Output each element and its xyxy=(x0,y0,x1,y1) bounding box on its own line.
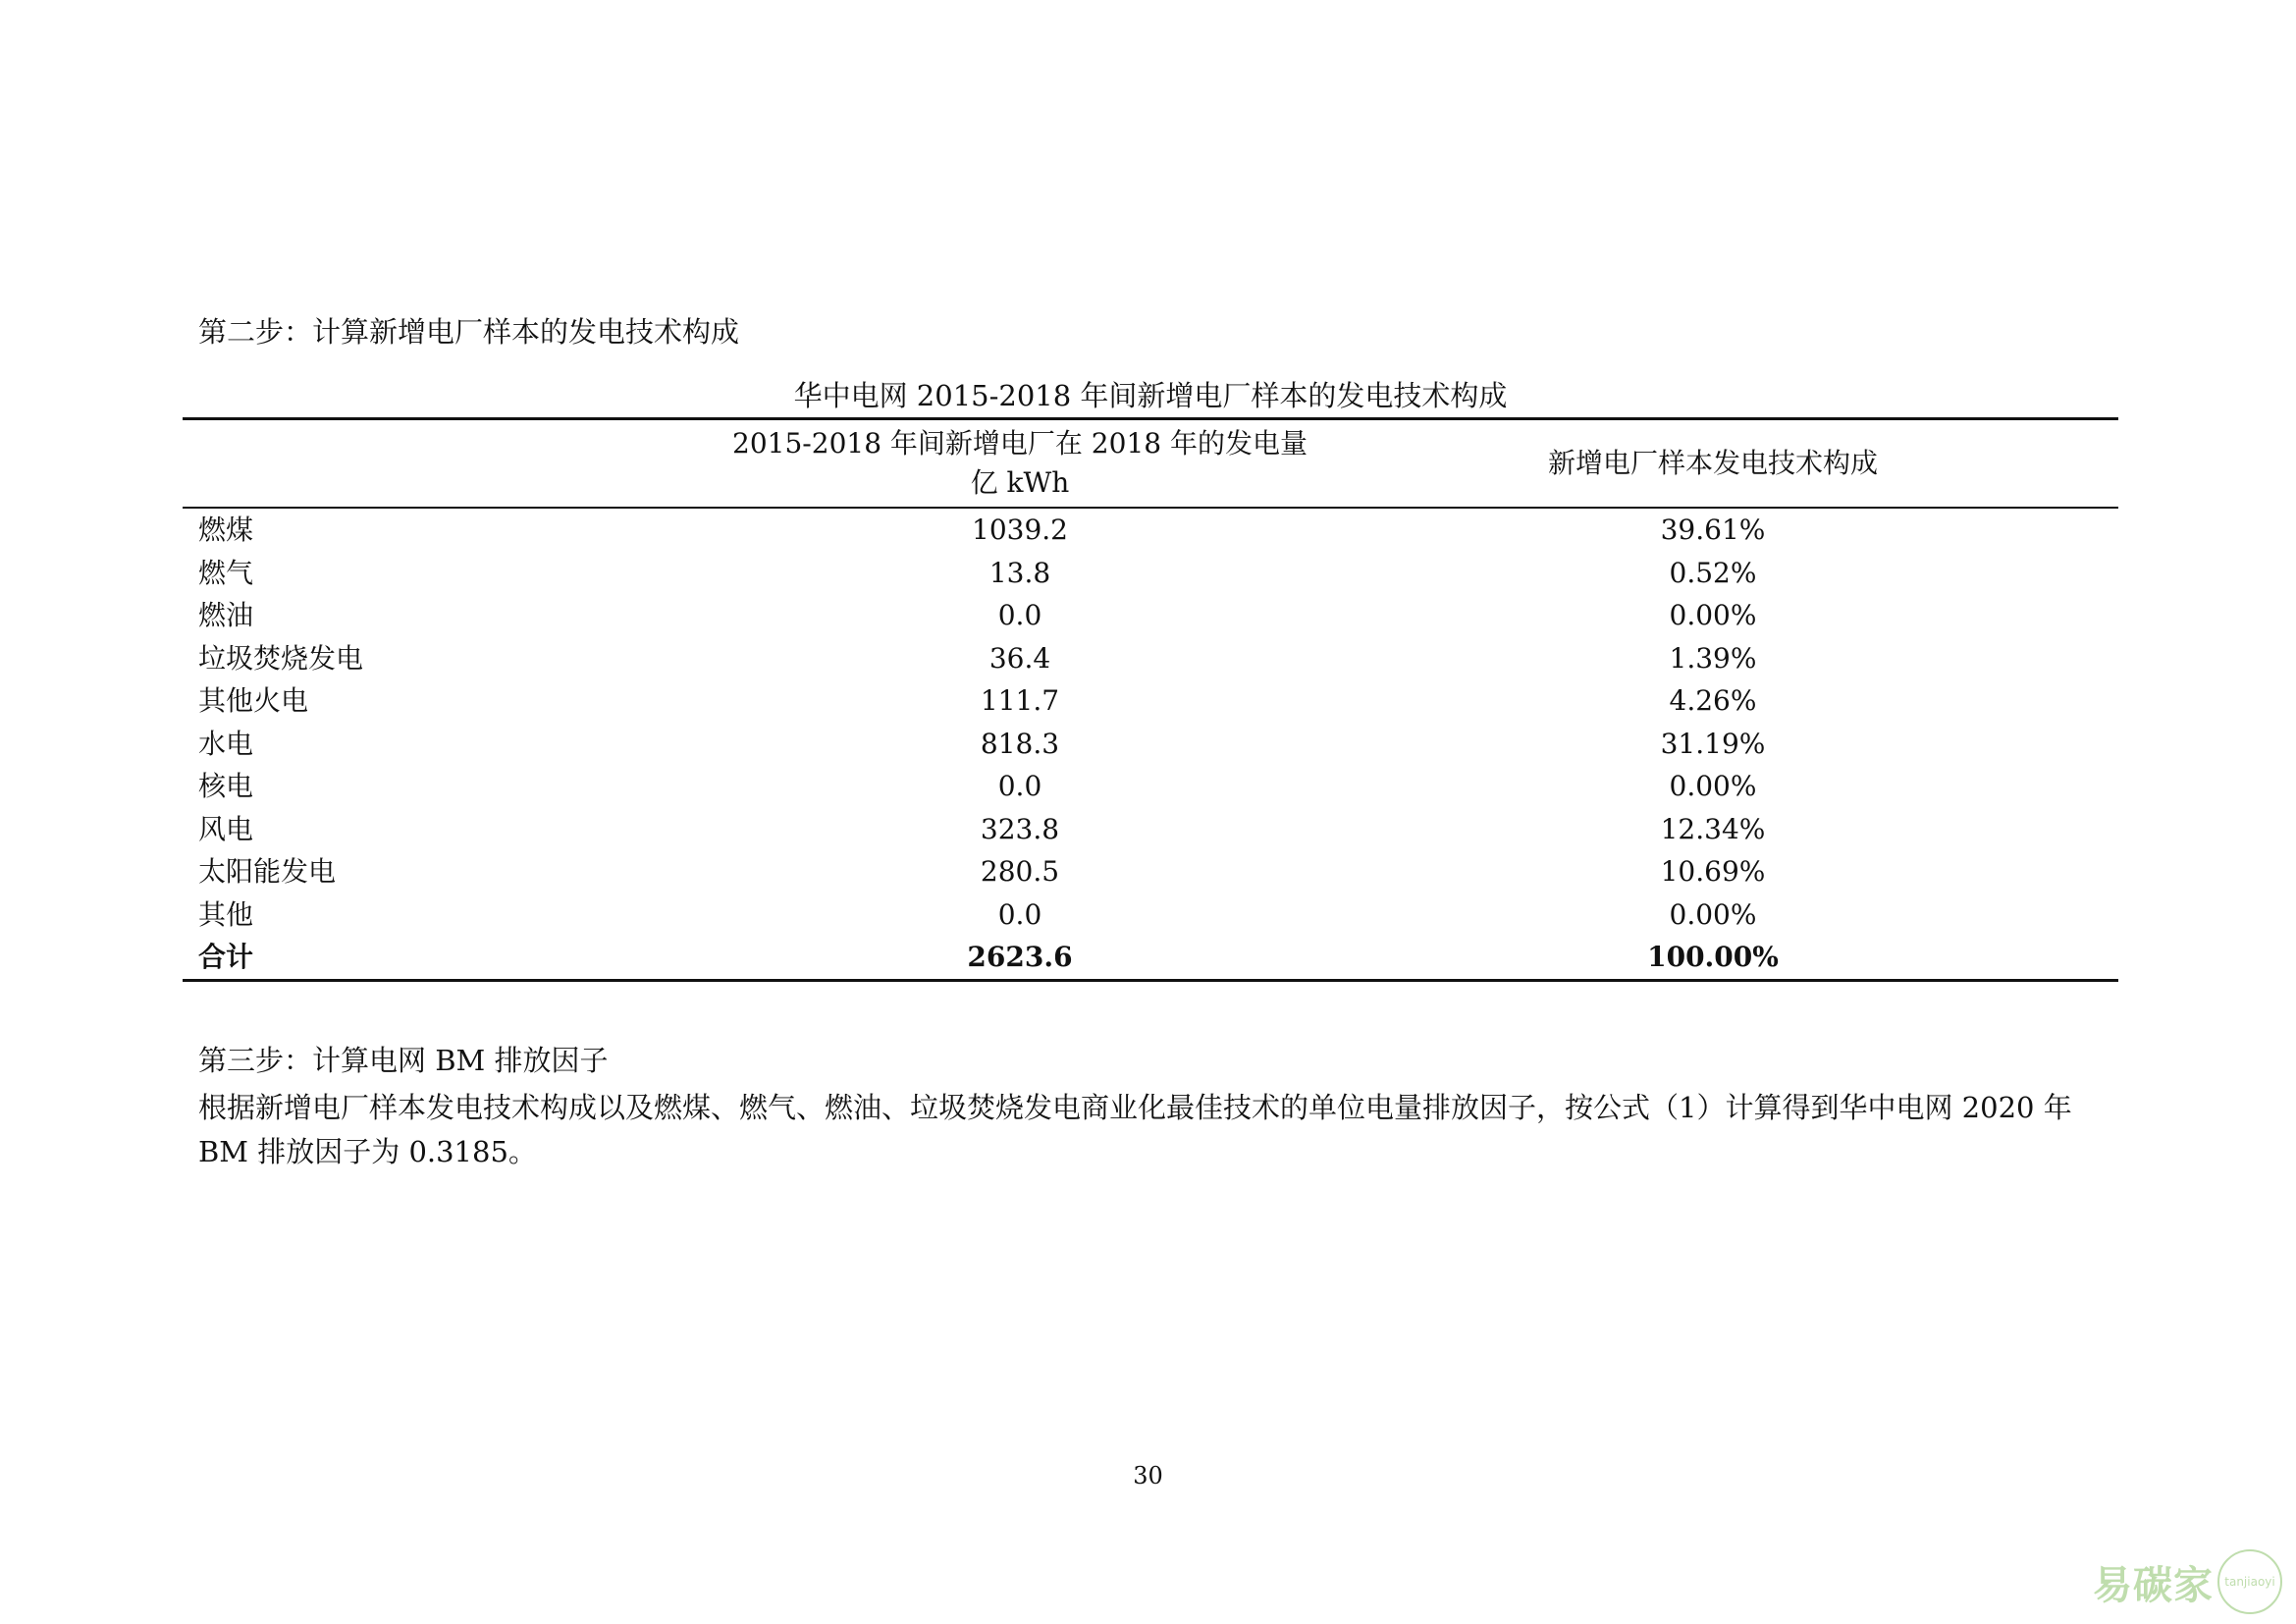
generation-table xyxy=(183,417,2118,982)
row-category: 水电 xyxy=(198,727,254,760)
table-header-row xyxy=(183,419,2118,509)
row-category: 燃气 xyxy=(198,556,254,589)
watermark-logo xyxy=(2093,1549,2282,1614)
row-generation: 111.7 xyxy=(980,684,1060,717)
row-category: 核电 xyxy=(198,770,254,802)
row-category: 燃煤 xyxy=(198,514,254,546)
table-row xyxy=(183,679,2118,723)
row-share: 1.39% xyxy=(1669,641,1757,675)
row-generation: 818.3 xyxy=(980,727,1060,760)
row-category: 燃油 xyxy=(198,599,254,631)
total-label: 合计 xyxy=(198,941,254,973)
page-number: 30 xyxy=(1133,1462,1163,1489)
row-generation: 0.0 xyxy=(997,770,1042,802)
row-share: 0.00% xyxy=(1669,599,1757,631)
table-row xyxy=(183,723,2118,766)
row-category: 垃圾焚烧发电 xyxy=(198,641,364,675)
row-share: 39.61% xyxy=(1660,514,1766,546)
table-row xyxy=(183,637,2118,680)
header-generation xyxy=(732,419,1308,509)
total-generation: 2623.6 xyxy=(967,941,1073,973)
table-row xyxy=(183,594,2118,637)
total-share: 100.00% xyxy=(1647,941,1779,973)
step3-heading: 第三步：计算电网 BM 排放因子 xyxy=(198,1044,609,1077)
step3-paragraph: 根据新增电厂样本发电技术构成以及燃煤、燃气、燃油、垃圾焚烧发电商业化最佳技术的单位电量排放因子，按公式（1）计算得到华中电网 2020 年 BM 排放因子为 0.3185。 xyxy=(198,1091,2072,1168)
table-row xyxy=(183,508,2118,552)
row-share: 4.26% xyxy=(1669,684,1757,717)
table-row xyxy=(183,765,2118,808)
watermark-text: 易碳家 xyxy=(2093,1562,2214,1608)
table-row xyxy=(183,552,2118,595)
row-generation: 13.8 xyxy=(988,556,1051,589)
row-generation: 280.5 xyxy=(980,855,1060,888)
row-share: 0.52% xyxy=(1669,556,1757,589)
watermark-badge: tanjiaoyi xyxy=(2217,1549,2282,1614)
table-total-row xyxy=(183,936,2118,981)
table-body xyxy=(183,508,2118,936)
row-generation: 36.4 xyxy=(988,641,1051,675)
row-category: 太阳能发电 xyxy=(198,855,337,888)
header-generation-unit: 亿 kWh xyxy=(970,466,1070,499)
table-row xyxy=(183,808,2118,851)
row-generation: 0.0 xyxy=(997,897,1042,931)
row-category: 其他火电 xyxy=(198,684,309,717)
header-share: 新增电厂样本发电技术构成 xyxy=(1547,447,1878,479)
row-generation: 1039.2 xyxy=(972,514,1068,546)
row-generation: 323.8 xyxy=(980,812,1060,845)
row-share: 0.00% xyxy=(1669,897,1757,931)
step2-heading: 第二步：计算新增电厂样本的发电技术构成 xyxy=(198,315,740,349)
row-generation: 0.0 xyxy=(997,599,1042,631)
header-generation-line1: 2015-2018 年间新增电厂在 2018 年的发电量 xyxy=(732,427,1308,460)
row-share: 10.69% xyxy=(1660,855,1766,888)
row-share: 31.19% xyxy=(1660,727,1766,760)
row-category: 风电 xyxy=(198,812,254,845)
row-category: 其他 xyxy=(198,897,254,931)
row-share: 12.34% xyxy=(1660,812,1766,845)
table-row xyxy=(183,850,2118,893)
header-category xyxy=(183,419,732,509)
table-caption: 华中电网 2015-2018 年间新增电厂样本的发电技术构成 xyxy=(793,379,1508,412)
row-share: 0.00% xyxy=(1669,770,1757,802)
table-row xyxy=(183,893,2118,937)
